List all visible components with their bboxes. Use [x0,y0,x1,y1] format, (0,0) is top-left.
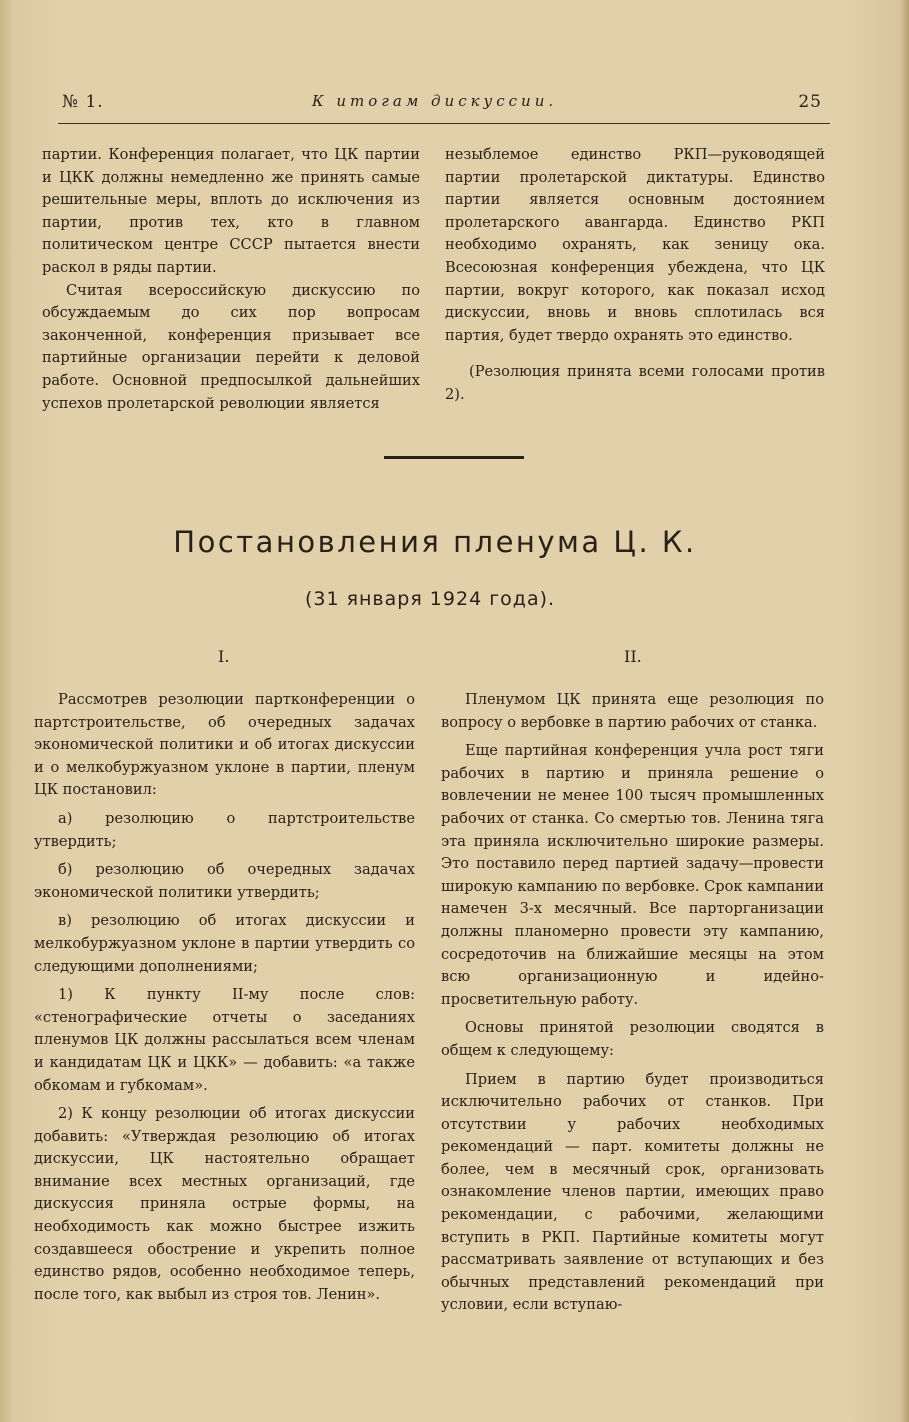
page-number: 25 [798,92,822,112]
paragraph: незыблемое единство РКП—руководящей партии пролетарской диктатуры. Единство партии является основным достоянием пролетарского авангарда. Единство РКП необходимо охранять, как зеницу ока. Всесоюзная конференция убеждена, что ЦК партии, вокруг которого, как показал исход дискуссии, вновь и вновь сплотилась вся партия, будет твердо охранять это единство. [445,146,825,344]
part1-column [34,689,415,1306]
resolution-note: (Резолюция принята всеми голосами против 2). [445,363,825,403]
paragraph: партии. Конференция полагает, что ЦК партии и ЦКК должны немедленно же принять самые решительные меры, вплоть до исключения из партии, против тех, кто в главном политическом центре СССР пытается внести раскол в ряды партии. [42,146,420,276]
paragraph: Пленумом ЦК принята еще резолюция по вопросу о вербовке в партию рабочих от станка. [441,691,824,731]
part2-heading: II. [624,647,642,666]
top-right-column [445,144,825,407]
paragraph: Основы принятой резолюции сводятся в общем к следующему: [441,1019,824,1059]
running-title: К итогам дискуссии. [312,92,558,110]
paragraph: 1) К пункту II-му после слов: «стенографические отчеты о заседаниях пленумов ЦК должны рассылаться всем членам и кандидатам ЦК и ЦКК» — добавить: «а также обкомам и губкомам». [34,986,415,1094]
running-header [62,92,822,118]
part2-column [441,689,824,1317]
paragraph: Еще партийная конференция учла рост тяги рабочих в партию и приняла решение о вовлечении не менее 100 тысяч промышленных рабочих от станка. Со смертью тов. Ленина тяга эта приняла исключительно широкие размеры. Это поставило перед партией задачу—провести широкую кампанию по вербовке. Срок кампании намечен 3-х месячный. Все парторганизации должны планомерно провести эту кампанию, сосредоточив на ближайшие месяцы на этом всю организационную и идейно-просветительную работу. [441,742,824,1008]
issue-number: № 1. [62,92,104,112]
paragraph: а) резолюцию о партстроительстве утвердить; [34,809,415,850]
part1-heading: I. [218,647,230,666]
paragraph: в) резолюцию об итогах дискуссии и мелкобуржуазном уклоне в партии утвердить со следующими дополнениями; [34,912,415,975]
top-left-column [42,144,420,415]
paragraph: б) резолюцию об очередных задачах экономической политики утвердить; [34,861,415,901]
section-date: (31 января 1924 года). [304,588,556,610]
paragraph: Прием в партию будет производиться исключительно рабочих от станков. При отсутствии у рабочих необходимых рекомендаций — парт. комитеты должны не более, чем в месячный срок, организовать ознакомление членов партии, имеющих право рекомендации, с рабочими, желающими вступить в РКП. Партийные комитеты могут рассматривать заявление от вступающих и без обычных представлений рекомендаций при условии, если вступаю- [441,1070,824,1314]
paragraph: 2) К концу резолюции об итогах дискуссии добавить: «Утверждая резолюцию об итогах дискуссии, ЦК настоятельно обращает внимание всех местных организаций, где дискуссия приняла острые формы, на необходимость как можно быстрее изжить создавшееся обострение и укрепить полное единство рядов, особенно необходимое теперь, после того, как выбыл из строя тов. Ленин». [34,1105,415,1303]
paragraph: Рассмотрев резолюции партконференции о партстроительстве, об очередных задачах экономической политики и об итогах дискуссии и о мелкобуржуазном уклоне в партии, пленум ЦК постановил: [34,691,415,799]
section-separator [384,456,524,459]
paragraph: Считая всероссийскую дискуссию по обсуждаемым до сих пор вопросам законченной, конференция призывает все партийные организации перейти к деловой работе. Основной предпосылкой дальнейших успехов пролетарской революции является [42,281,420,412]
header-rule [58,123,830,124]
section-title: Постановления пленума Ц. К. [173,525,697,559]
